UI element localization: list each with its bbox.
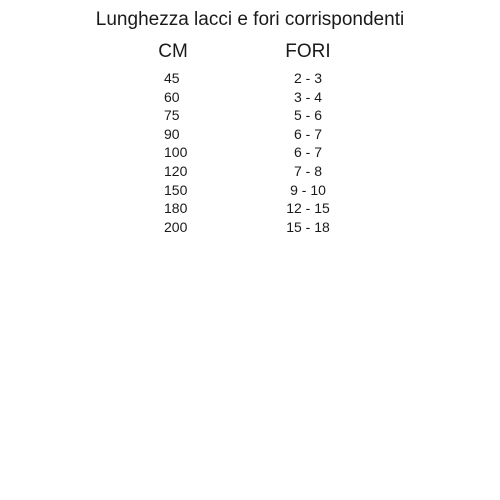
table-row (0, 181, 500, 200)
cell-fori: 9 - 10 (290, 181, 326, 198)
table-row (0, 125, 500, 144)
size-table (0, 69, 500, 236)
table-row (0, 218, 500, 237)
cell-fori: 5 - 6 (293, 107, 322, 124)
cell-cm: 100 (164, 144, 188, 161)
cell-cm: 75 (164, 107, 180, 124)
table-row (0, 143, 500, 162)
table-row (0, 88, 500, 107)
cell-fori: 6 - 7 (293, 125, 322, 142)
column-header-cm: CM (158, 41, 188, 62)
cell-fori: 7 - 8 (293, 162, 322, 179)
cell-cm: 90 (164, 125, 180, 142)
cell-cm: 60 (164, 88, 180, 105)
cell-cm: 150 (164, 181, 188, 198)
table-row (0, 69, 500, 88)
cell-cm: 180 (164, 200, 188, 217)
cell-fori: 3 - 4 (293, 88, 322, 105)
cell-cm: 120 (164, 162, 188, 179)
cell-cm: 45 (164, 70, 180, 86)
table-row (0, 162, 500, 181)
cell-fori: 12 - 15 (286, 200, 330, 217)
cell-fori: 6 - 7 (293, 144, 322, 161)
cell-cm: 200 (164, 218, 188, 235)
cell-fori: 15 - 18 (286, 218, 330, 235)
table-row (0, 199, 500, 218)
cell-fori: 2 - 3 (293, 70, 322, 86)
column-header-fori: FORI (285, 41, 331, 62)
table-row (0, 106, 500, 125)
page-title: Lunghezza lacci e fori corrispondenti (95, 9, 405, 30)
